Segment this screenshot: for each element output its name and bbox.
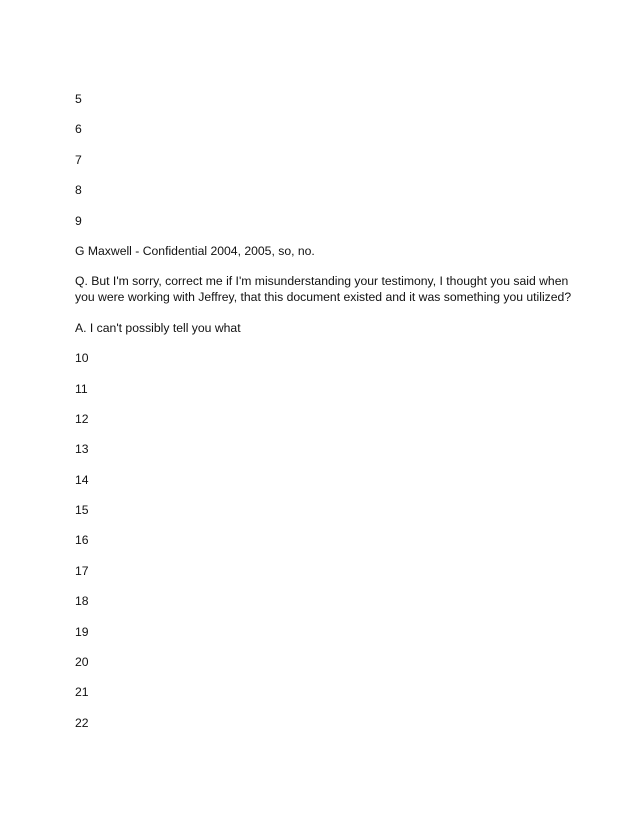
line-number: 12	[75, 411, 89, 426]
line-number: 7	[75, 152, 82, 167]
line-number: 20	[75, 655, 89, 670]
question-paragraph: Q. But I'm sorry, correct me if I'm misunderstanding your testimony, I thought you said when you were working with Jeffrey, that this document existed and it was something you utilized?	[75, 274, 572, 305]
answer-paragraph: A. I can't possibly tell you what	[75, 320, 241, 335]
line-number: 17	[75, 563, 89, 578]
line-number: 10	[75, 351, 89, 366]
line-number: 8	[75, 183, 82, 198]
line-number: 16	[75, 533, 89, 548]
transcript-text	[75, 243, 575, 336]
line-number: 5	[75, 92, 82, 106]
line-number: 22	[75, 715, 89, 730]
line-number: 9	[75, 213, 82, 228]
line-number: 11	[75, 381, 88, 396]
line-number: 21	[75, 685, 89, 700]
line-number: 14	[75, 472, 89, 487]
line-number: 18	[75, 594, 89, 609]
transcript-page	[75, 91, 575, 745]
line-number: 19	[75, 624, 89, 639]
line-number: 6	[75, 122, 82, 137]
line-numbers-bottom	[75, 350, 575, 745]
header-line: G Maxwell - Confidential 2004, 2005, so, no.	[75, 243, 315, 258]
line-number: 13	[75, 442, 89, 457]
line-number: 15	[75, 503, 89, 518]
line-numbers-top	[75, 91, 575, 243]
